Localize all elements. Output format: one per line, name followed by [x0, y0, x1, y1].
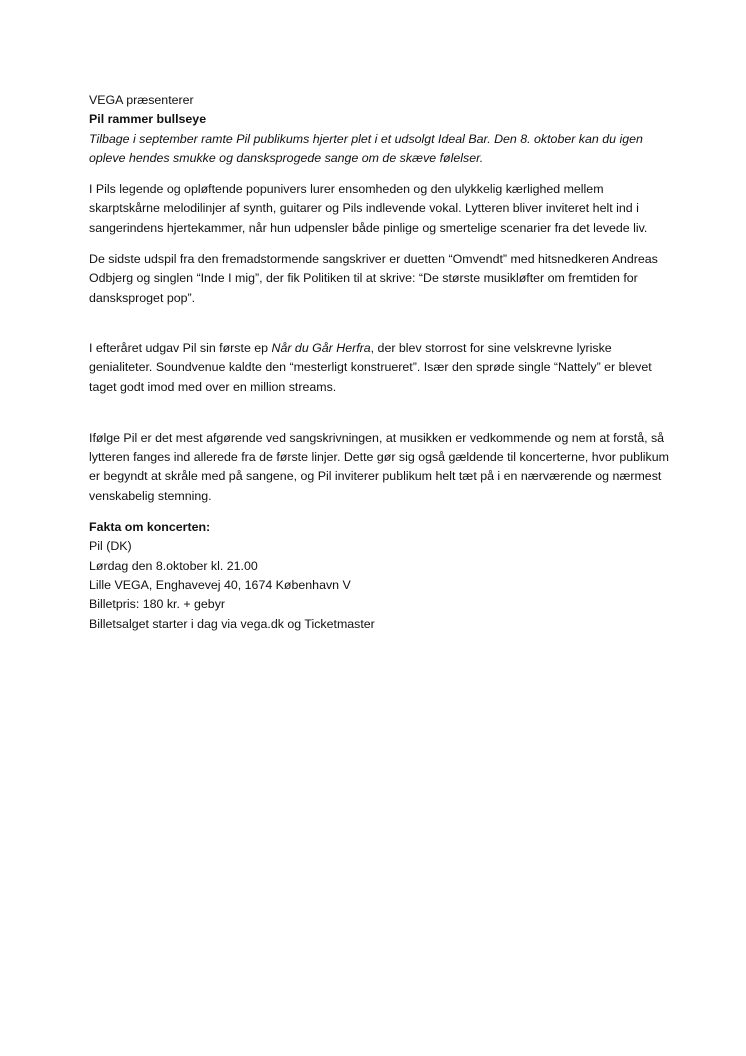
body-paragraph-3 — [89, 339, 669, 397]
facts-price: Billetpris: 180 kr. + gebyr — [89, 597, 226, 612]
presenter-line: VEGA præsenterer — [89, 93, 194, 107]
ep-title: Når du Går Herfra — [271, 340, 371, 355]
facts-heading: Fakta om koncerten: — [89, 520, 211, 535]
body-paragraph-1: I Pils legende og opløftende popunivers lurer ensomheden og den ulykkelig kærlighed mellem skarptskårne melodilinjer af synth, guitarer og Pils indlevende vokal. Lytteren bliver inviteret helt ind i sangerindens hjertekammer, når hun udpensler både pinlige og smertelige scenarier fra det levede liv. — [89, 182, 648, 235]
body-paragraph-2: De sidste udspil fra den fremadstormende sangskriver er duetten “Omvendt” med hitsnedkeren Andreas Odbjerg og singlen “Inde I mig”, der fik Politiken til at skrive: “De største musikløfter om fremtiden for dansksproget pop”. — [89, 252, 658, 305]
body-paragraph-4: Ifølge Pil er det mest afgørende ved sangskrivningen, at musikken er vedkommende og nem at forstå, så lytteren fanges ind allerede fra de første linjer. Dette gør sig også gældende til koncerterne, hvor publikum er begyndt at skråle med på sangene, og Pil inviterer publikum helt tæt på i en nærværende og nærmest venskabelig stemning. — [89, 430, 669, 503]
facts-ticket-sale: Billetsalget starter i dag via vega.dk og Ticketmaster — [89, 616, 375, 631]
lead-paragraph: Tilbage i september ramte Pil publikums hjerter plet i et udsolgt Ideal Bar. Den 8. oktober kan du igen opleve hendes smukke og dansksprogede sange om de skæve følelser. — [89, 131, 643, 165]
facts-artist: Pil (DK) — [89, 539, 132, 554]
paragraph-3-start: I efteråret udgav Pil sin første ep — [89, 340, 272, 355]
paragraph-3-end: , der blev storrost for sine velskrevne lyriske genialiteter. Soundvenue kaldte den “mesterligt konstrueret”. Især den sprøde single “Nattely” er blevet taget godt imod med over en million streams. — [89, 340, 652, 394]
facts-venue: Lille VEGA, Enghavevej 40, 1674 København V — [89, 577, 351, 592]
headline: Pil rammer bullseye — [89, 112, 207, 127]
facts-date: Lørdag den 8.oktober kl. 21.00 — [89, 558, 258, 573]
press-release — [89, 91, 669, 634]
